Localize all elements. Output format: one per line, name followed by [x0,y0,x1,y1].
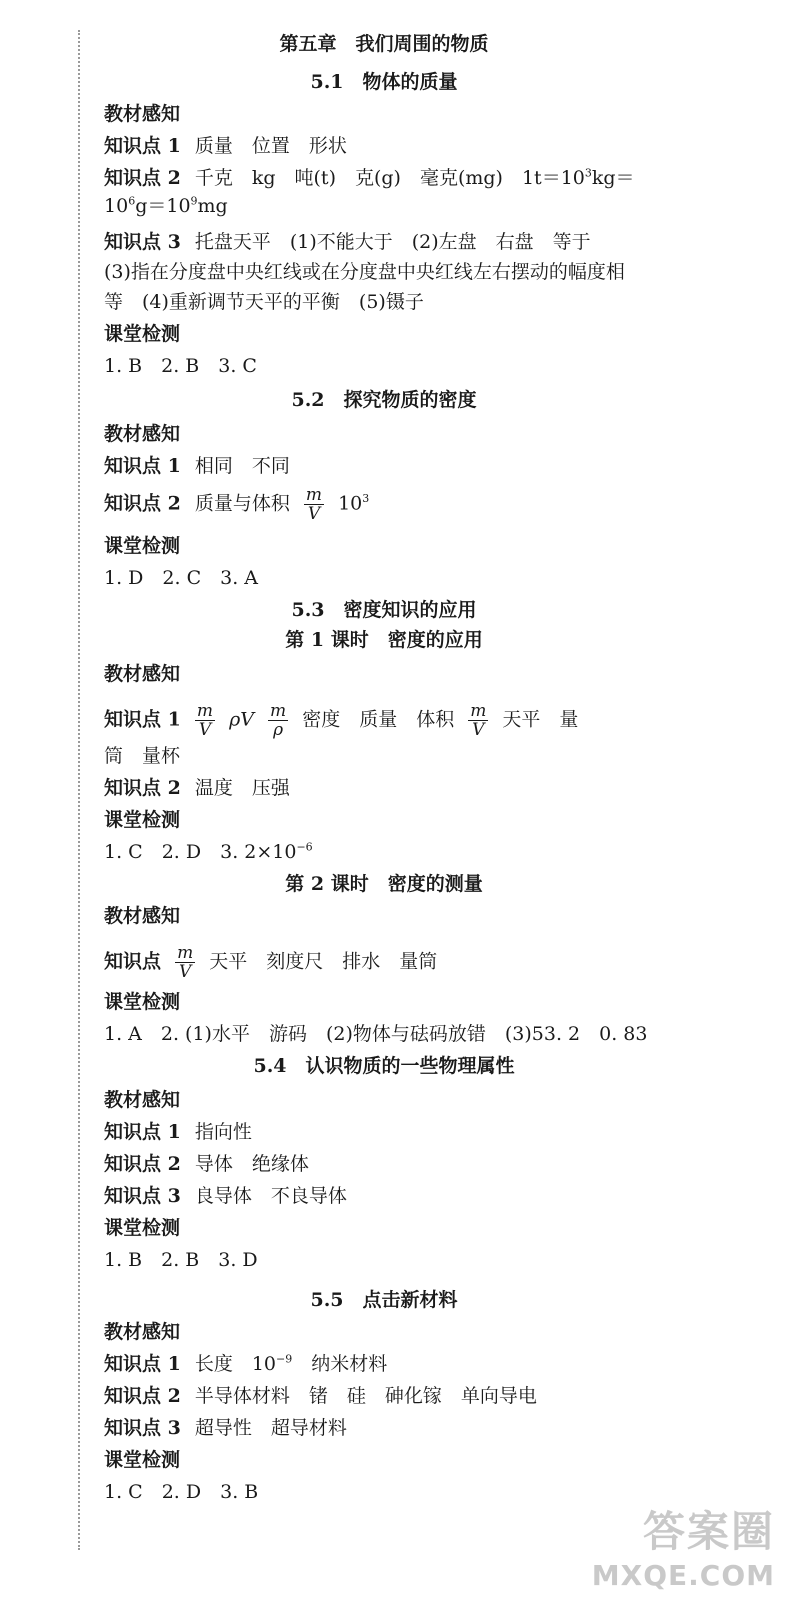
answer-line: 1. A 2. (1)水平 游码 (2)物体与砝码放错 (3)53. 2 0. 83 [104,1023,648,1045]
knowledge-point: 知识点 1 指向性 [104,1121,252,1143]
answer-line: 1. C 2. D 3. $2\times 10^{-6}$ [104,840,313,863]
section-title-5-2: 5.2 探究物质的密度 [291,389,477,411]
formula-fraction: $\frac{m}{V}$ [470,701,487,740]
chapter-title: 第五章 我们周围的物质 [279,33,489,55]
knowledge-point: 知识点 2 温度 压强 [104,777,290,799]
heading-jiaocai: 教材感知 [104,1089,181,1111]
formula-fraction: $\frac{m}{V}$ [177,943,194,982]
answer-line: 1. B 2. B 3. C [104,355,257,377]
section-title-5-1: 5.1 物体的质量 [310,71,458,93]
lesson-title-1: 第 1 课时 密度的应用 [285,629,483,651]
heading-jiaocai: 教材感知 [104,905,181,927]
heading-ketang: 课堂检测 [104,1449,181,1471]
knowledge-point-cont: 筒 量杯 [104,745,181,767]
knowledge-point-cont: 等 (4)重新调节天平的平衡 (5)镊子 [104,291,424,313]
knowledge-point: 知识点 $\frac{m}{V}$ 天平 刻度尺 排水 量筒 [104,943,438,982]
heading-jiaocai: 教材感知 [104,423,181,445]
section-title-5-4: 5.4 认识物质的一些物理属性 [253,1055,515,1077]
knowledge-point: 知识点 3 托盘天平 (1)不能大于 (2)左盘 右盘 等于 [104,231,591,253]
knowledge-point: 知识点 1 质量 位置 形状 [104,135,347,157]
knowledge-point: 知识点 2 千克 kg 吨(t) 克(g) 毫克(mg) $1t=10^3kg=$ [104,166,635,189]
answer-line: 1. B 2. B 3. D [104,1249,258,1271]
knowledge-point: 知识点 3 超导性 超导材料 [104,1417,347,1439]
knowledge-point-cont: $10^6g=10^9mg$ [104,194,228,217]
heading-ketang: 课堂检测 [104,323,181,345]
knowledge-point-cont: (3)指在分度盘中央红线或在分度盘中央红线左右摆动的幅度相 [104,261,625,283]
knowledge-point: 知识点 2 半导体材料 锗 硅 砷化镓 单向导电 [104,1385,537,1407]
answer-line: 1. C 2. D 3. B [104,1481,259,1503]
heading-jiaocai: 教材感知 [104,1321,181,1343]
knowledge-point: 知识点 3 良导体 不良导体 [104,1185,347,1207]
answer-line: 1. D 2. C 3. A [104,567,258,589]
knowledge-point: 知识点 1 $\frac{m}{V}$ ρV $\frac{m}{\rho}$ 密度 质量 体积 $\frac{m}{V}$ 天平 量 [104,701,579,740]
watermark-logo: 答案圈 MXQE.COM [591,1507,775,1592]
heading-jiaocai: 教材感知 [104,103,181,125]
knowledge-point: 知识点 2 导体 绝缘体 [104,1153,309,1175]
knowledge-point: 知识点 2 质量与体积 $\frac{m}{V}$ $10^3$ [104,485,370,524]
heading-ketang: 课堂检测 [104,1217,181,1239]
formula-fraction: $\frac{m}{\rho}$ [270,701,287,740]
knowledge-point: 知识点 1 相同 不同 [104,455,290,477]
formula-fraction: $\frac{m}{V}$ [305,485,323,524]
lesson-title-2: 第 2 课时 密度的测量 [285,873,483,895]
binding-dotted-line [78,30,80,1550]
section-title-5-3: 5.3 密度知识的应用 [291,599,477,621]
heading-ketang: 课堂检测 [104,535,181,557]
knowledge-point: 知识点 1 长度 $10^{-9}$ 纳米材料 [104,1352,388,1375]
formula-fraction: $\frac{m}{V}$ [196,701,214,740]
heading-jiaocai: 教材感知 [104,663,181,685]
heading-ketang: 课堂检测 [104,991,181,1013]
section-title-5-5: 5.5 点击新材料 [310,1289,458,1311]
heading-ketang: 课堂检测 [104,809,181,831]
